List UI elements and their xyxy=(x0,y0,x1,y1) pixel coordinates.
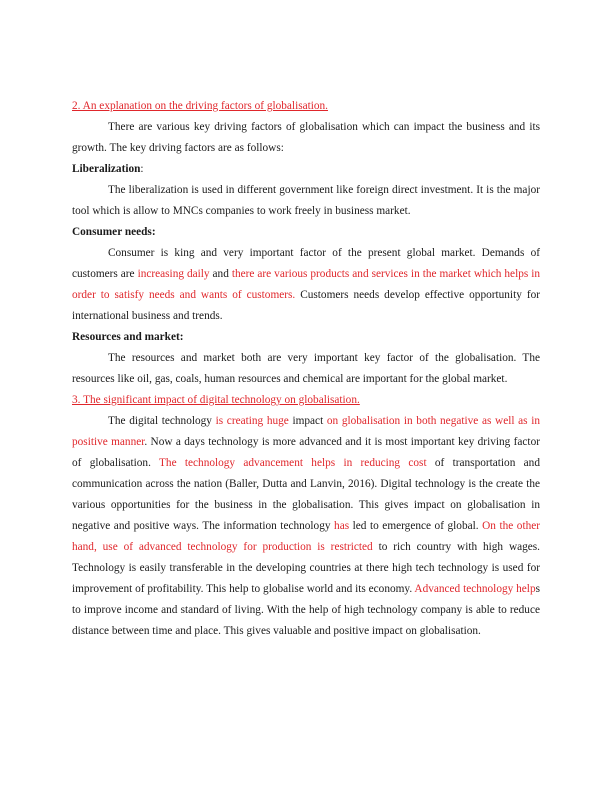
subheading-consumer-needs: Consumer needs: xyxy=(72,226,156,238)
subheading-liberalization xyxy=(72,159,540,180)
highlight-text: The technology advancement helps in reducing cost xyxy=(159,457,427,469)
liberalization-colon: : xyxy=(140,163,144,175)
liberalization-label: Liberalization xyxy=(72,163,141,175)
section-heading-digital-technology: 3. The significant impact of digital technology on globalisation. xyxy=(72,394,360,406)
consumer-needs-paragraph: Consumer is king and very important factor of the present global market. Demands of customers are increasing daily and there are various products and services in the market which helps in order to satisfy needs and wants of customers. Customers needs develop effective opportunity for international business and trends. xyxy=(72,247,541,322)
digital-technology-paragraph: The digital technology is creating huge impact on globalisation in both negative as well as in positive manner. Now a days technology is more advanced and it is most important key driving factor of globalisation. The technology advancement helps in reducing cost of transportation and communication across the nation (Baller, Dutta and Lanvin, 2016). Digital technology is the create the various opportunities for the business in the globalisation. This gives impact on globalisation in negative and positive ways. The information technology has led to emergence of global. On the other hand, use of advanced technology for production is restricted to rich country with high wages. Technology is easily transferable in the developing countries at there high tech technology is used for improvement of profitability. This help to globalise world and its economy. Advanced technology helps to improve income and standard of living. With the help of high technology company is able to reduce distance between time and place. This gives valuable and positive impact on globalisation. xyxy=(72,415,541,637)
highlight-text: On the other hand, use of advanced technology for production is restricted xyxy=(72,520,541,553)
resources-market-paragraph: The resources and market both are very important key factor of the globalisation. The resources like oil, gas, coals, human resources and chemical are important for the global market. xyxy=(72,352,540,385)
intro-paragraph: There are various key driving factors of globalisation which can impact the business and its growth. The key driving factors are as follows: xyxy=(72,121,540,154)
highlight-text: on globalisation in both negative as well as in positive manner xyxy=(72,415,540,448)
liberalization-paragraph: The liberalization is used in different government like foreign direct investment. It is the major tool which is allow to MNCs companies to work freely in business market. xyxy=(72,184,540,217)
section-heading-driving-factors: 2. An explanation on the driving factors of globalisation. xyxy=(72,100,329,112)
subheading-resources-market: Resources and market: xyxy=(72,331,184,343)
document-page xyxy=(72,96,540,642)
highlight-text: there are various products and services in the market which helps in order to satisfy needs and wants of customers. xyxy=(72,268,541,301)
highlight-text: increasing daily xyxy=(137,268,210,280)
highlight-text: is creating huge xyxy=(215,415,289,427)
highlight-text: has xyxy=(334,520,350,532)
highlight-text: Advanced technology help xyxy=(414,583,536,595)
